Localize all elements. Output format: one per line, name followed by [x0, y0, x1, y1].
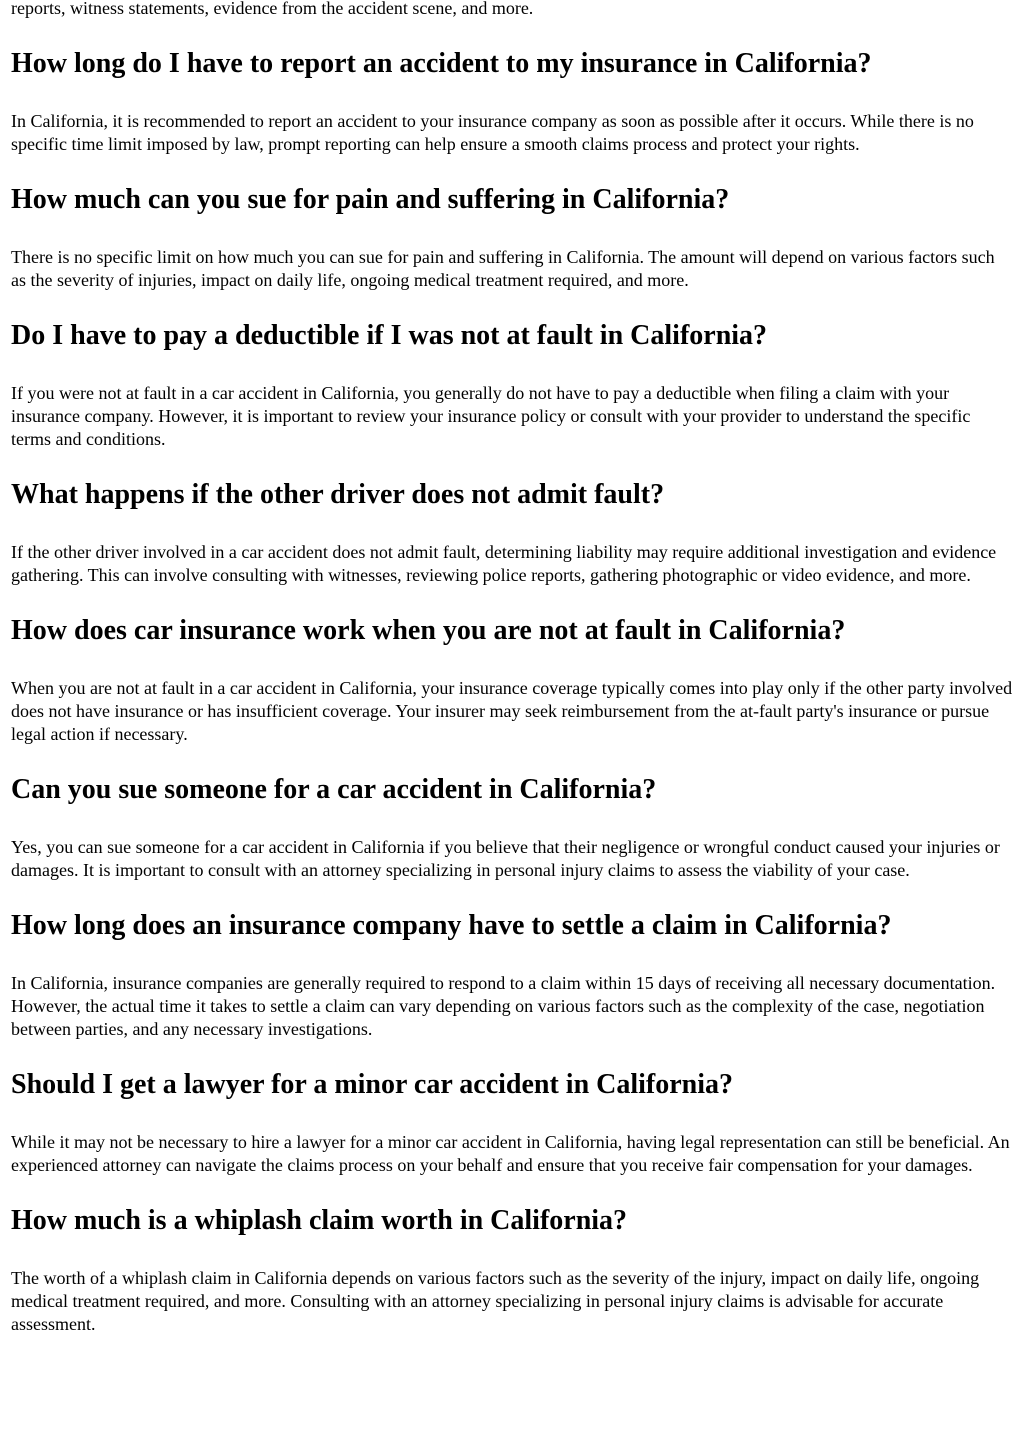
faq-question: How long does an insurance company have to settle a claim in California?	[11, 910, 892, 941]
faq-item-7	[11, 910, 1014, 1041]
intro-paragraph: reports, witness statements, evidence from the accident scene, and more.	[11, 0, 534, 18]
faq-item-3	[11, 320, 1014, 451]
faq-question: How much can you sue for pain and suffering in California?	[11, 184, 730, 215]
faq-item-2	[11, 184, 1014, 292]
faq-question: How long do I have to report an accident to my insurance in California?	[11, 48, 872, 79]
faq-answer: The worth of a whiplash claim in California depends on various factors such as the severity of the injury, impact on daily life, ongoing medical treatment required, and more. Consulting with an attorney specializing in personal injury claims is advisable for accurate assessment.	[11, 1268, 980, 1334]
faq-answer: If you were not at fault in a car accident in California, you generally do not have to pay a deductible when filing a claim with your insurance company. However, it is important to review your insurance policy or consult with your provider to understand the specific terms and conditions.	[11, 383, 971, 449]
faq-answer: When you are not at fault in a car accident in California, your insurance coverage typically comes into play only if the other party involved does not have insurance or has insufficient coverage. Your insurer may seek reimbursement from the at-fault party's insurance or pursue legal action if necessary.	[11, 678, 1013, 744]
faq-answer: In California, insurance companies are generally required to respond to a claim within 15 days of receiving all necessary documentation. However, the actual time it takes to settle a claim can vary depending on various factors such as the complexity of the case, negotiation between parties, and any necessary investigations.	[11, 973, 996, 1039]
faq-answer: While it may not be necessary to hire a lawyer for a minor car accident in California, having legal representation can still be beneficial. An experienced attorney can navigate the claims process on your behalf and ensure that you receive fair compensation for your damages.	[11, 1132, 1010, 1175]
faq-answer: There is no specific limit on how much you can sue for pain and suffering in California. The amount will depend on various factors such as the severity of injuries, impact on daily life, ongoing medical treatment required, and more.	[11, 247, 995, 290]
faq-item-1	[11, 48, 1014, 156]
faq-question: Should I get a lawyer for a minor car accident in California?	[11, 1069, 734, 1100]
faq-document	[11, 0, 1014, 1336]
faq-answer: In California, it is recommended to report an accident to your insurance company as soon as possible after it occurs. While there is no specific time limit imposed by law, prompt reporting can help ensure a smooth claims process and protect your rights.	[11, 111, 974, 154]
faq-question: Do I have to pay a deductible if I was not at fault in California?	[11, 320, 768, 351]
faq-question: How much is a whiplash claim worth in California?	[11, 1205, 628, 1236]
faq-question: How does car insurance work when you are not at fault in California?	[11, 615, 846, 646]
faq-item-8	[11, 1069, 1014, 1177]
faq-item-6	[11, 774, 1014, 882]
faq-item-5	[11, 615, 1014, 746]
faq-item-9	[11, 1205, 1014, 1336]
faq-question: Can you sue someone for a car accident in California?	[11, 774, 657, 805]
faq-answer: Yes, you can sue someone for a car accident in California if you believe that their negligence or wrongful conduct caused your injuries or damages. It is important to consult with an attorney specializing in personal injury claims to assess the viability of your case.	[11, 837, 1000, 880]
faq-question: What happens if the other driver does not admit fault?	[11, 479, 665, 510]
faq-answer: If the other driver involved in a car accident does not admit fault, determining liability may require additional investigation and evidence gathering. This can involve consulting with witnesses, reviewing police reports, gathering photographic or video evidence, and more.	[11, 542, 997, 585]
faq-item-4	[11, 479, 1014, 587]
